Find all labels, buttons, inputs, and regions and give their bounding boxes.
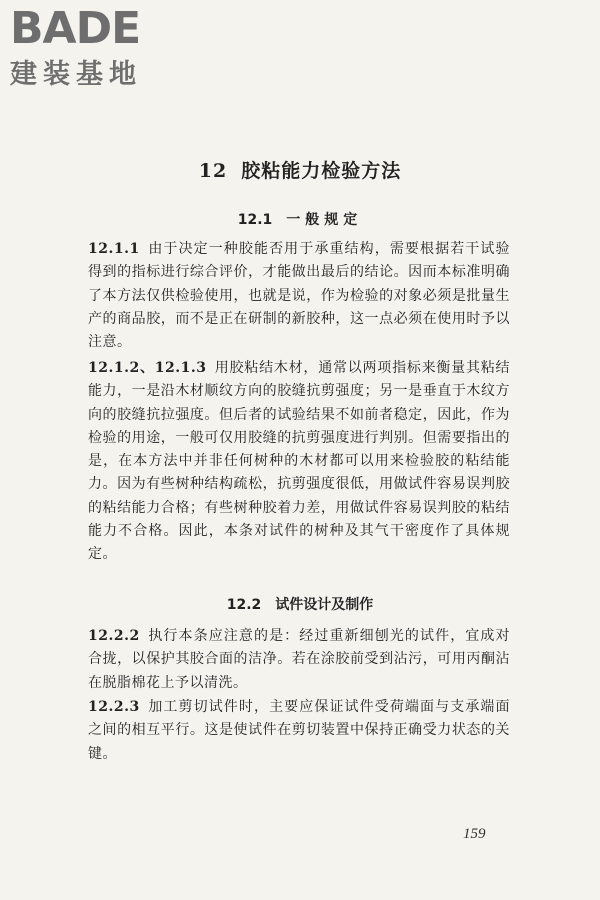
section-number: 12.2: [226, 597, 262, 613]
clause-paragraph: [88, 357, 510, 567]
section-number: 12.1: [237, 212, 273, 228]
section-title-text: 试件设计及制作: [275, 597, 374, 613]
clause-paragraph: [88, 625, 510, 695]
logo-brand: BADE: [10, 3, 141, 54]
clause-paragraph: [88, 238, 510, 354]
watermark-logo: [10, 3, 142, 92]
chapter-title: [0, 156, 600, 183]
section-heading: [0, 594, 600, 614]
section-title-text: 一般规定: [286, 212, 363, 228]
clause-text: 执行本条应注意的是：经过重新细刨光的试件，宜成对合拢，以保护其胶合面的洁净。若在涂胶前受到沾污，可用丙酮沾在脱脂棉花上予以清洗。: [88, 628, 510, 691]
clause-paragraph: [88, 696, 510, 766]
clause-number: 12.1.2、12.1.3: [88, 360, 207, 376]
clause-number: 12.2.2: [88, 628, 140, 644]
section-heading: [0, 209, 600, 229]
clause-text: 用胶粘结木材，通常以两项指标来衡量其粘结能力，一是沿木材顺纹方向的胶缝抗剪强度；另一是垂直于木纹方向的胶缝抗拉强度。但后者的试验结果不如前者稳定，因此，作为检验的用途，一般可仅用胶缝的抗剪强度进行判别。但需要指出的是，在本方法中并非任何树种的木材都可以用来检验胶的粘结能力。因为有些树种结构疏松，抗剪强度很低，用做试件容易误判胶的粘结能力合格；有些树种胶着力差，用做试件容易误判胶的粘结能力不合格。因此，本条对试件的树种及其气干密度作了具体规定。: [88, 360, 510, 563]
page-number: 159: [463, 826, 486, 842]
logo-subtitle: 建装基地: [10, 59, 142, 90]
chapter-title-text: 胶粘能力检验方法: [241, 160, 402, 182]
clause-text: 由于决定一种胶能否用于承重结构，需要根据若干试验得到的指标进行综合评价，才能做出最后的结论。因而本标准明确了本方法仅供检验使用，也就是说，作为检验的对象必须是批量生产的商品胶，而不是正在研制的新胶种，这一点必须在使用时予以注意。: [88, 241, 510, 351]
clause-number: 12.1.1: [88, 241, 140, 257]
chapter-number: 12: [198, 160, 228, 182]
clause-number: 12.2.3: [88, 699, 140, 715]
clause-text: 加工剪切试件时，主要应保证试件受荷端面与支承端面之间的相互平行。这是使试件在剪切装置中保持正确受力状态的关键。: [88, 699, 510, 762]
